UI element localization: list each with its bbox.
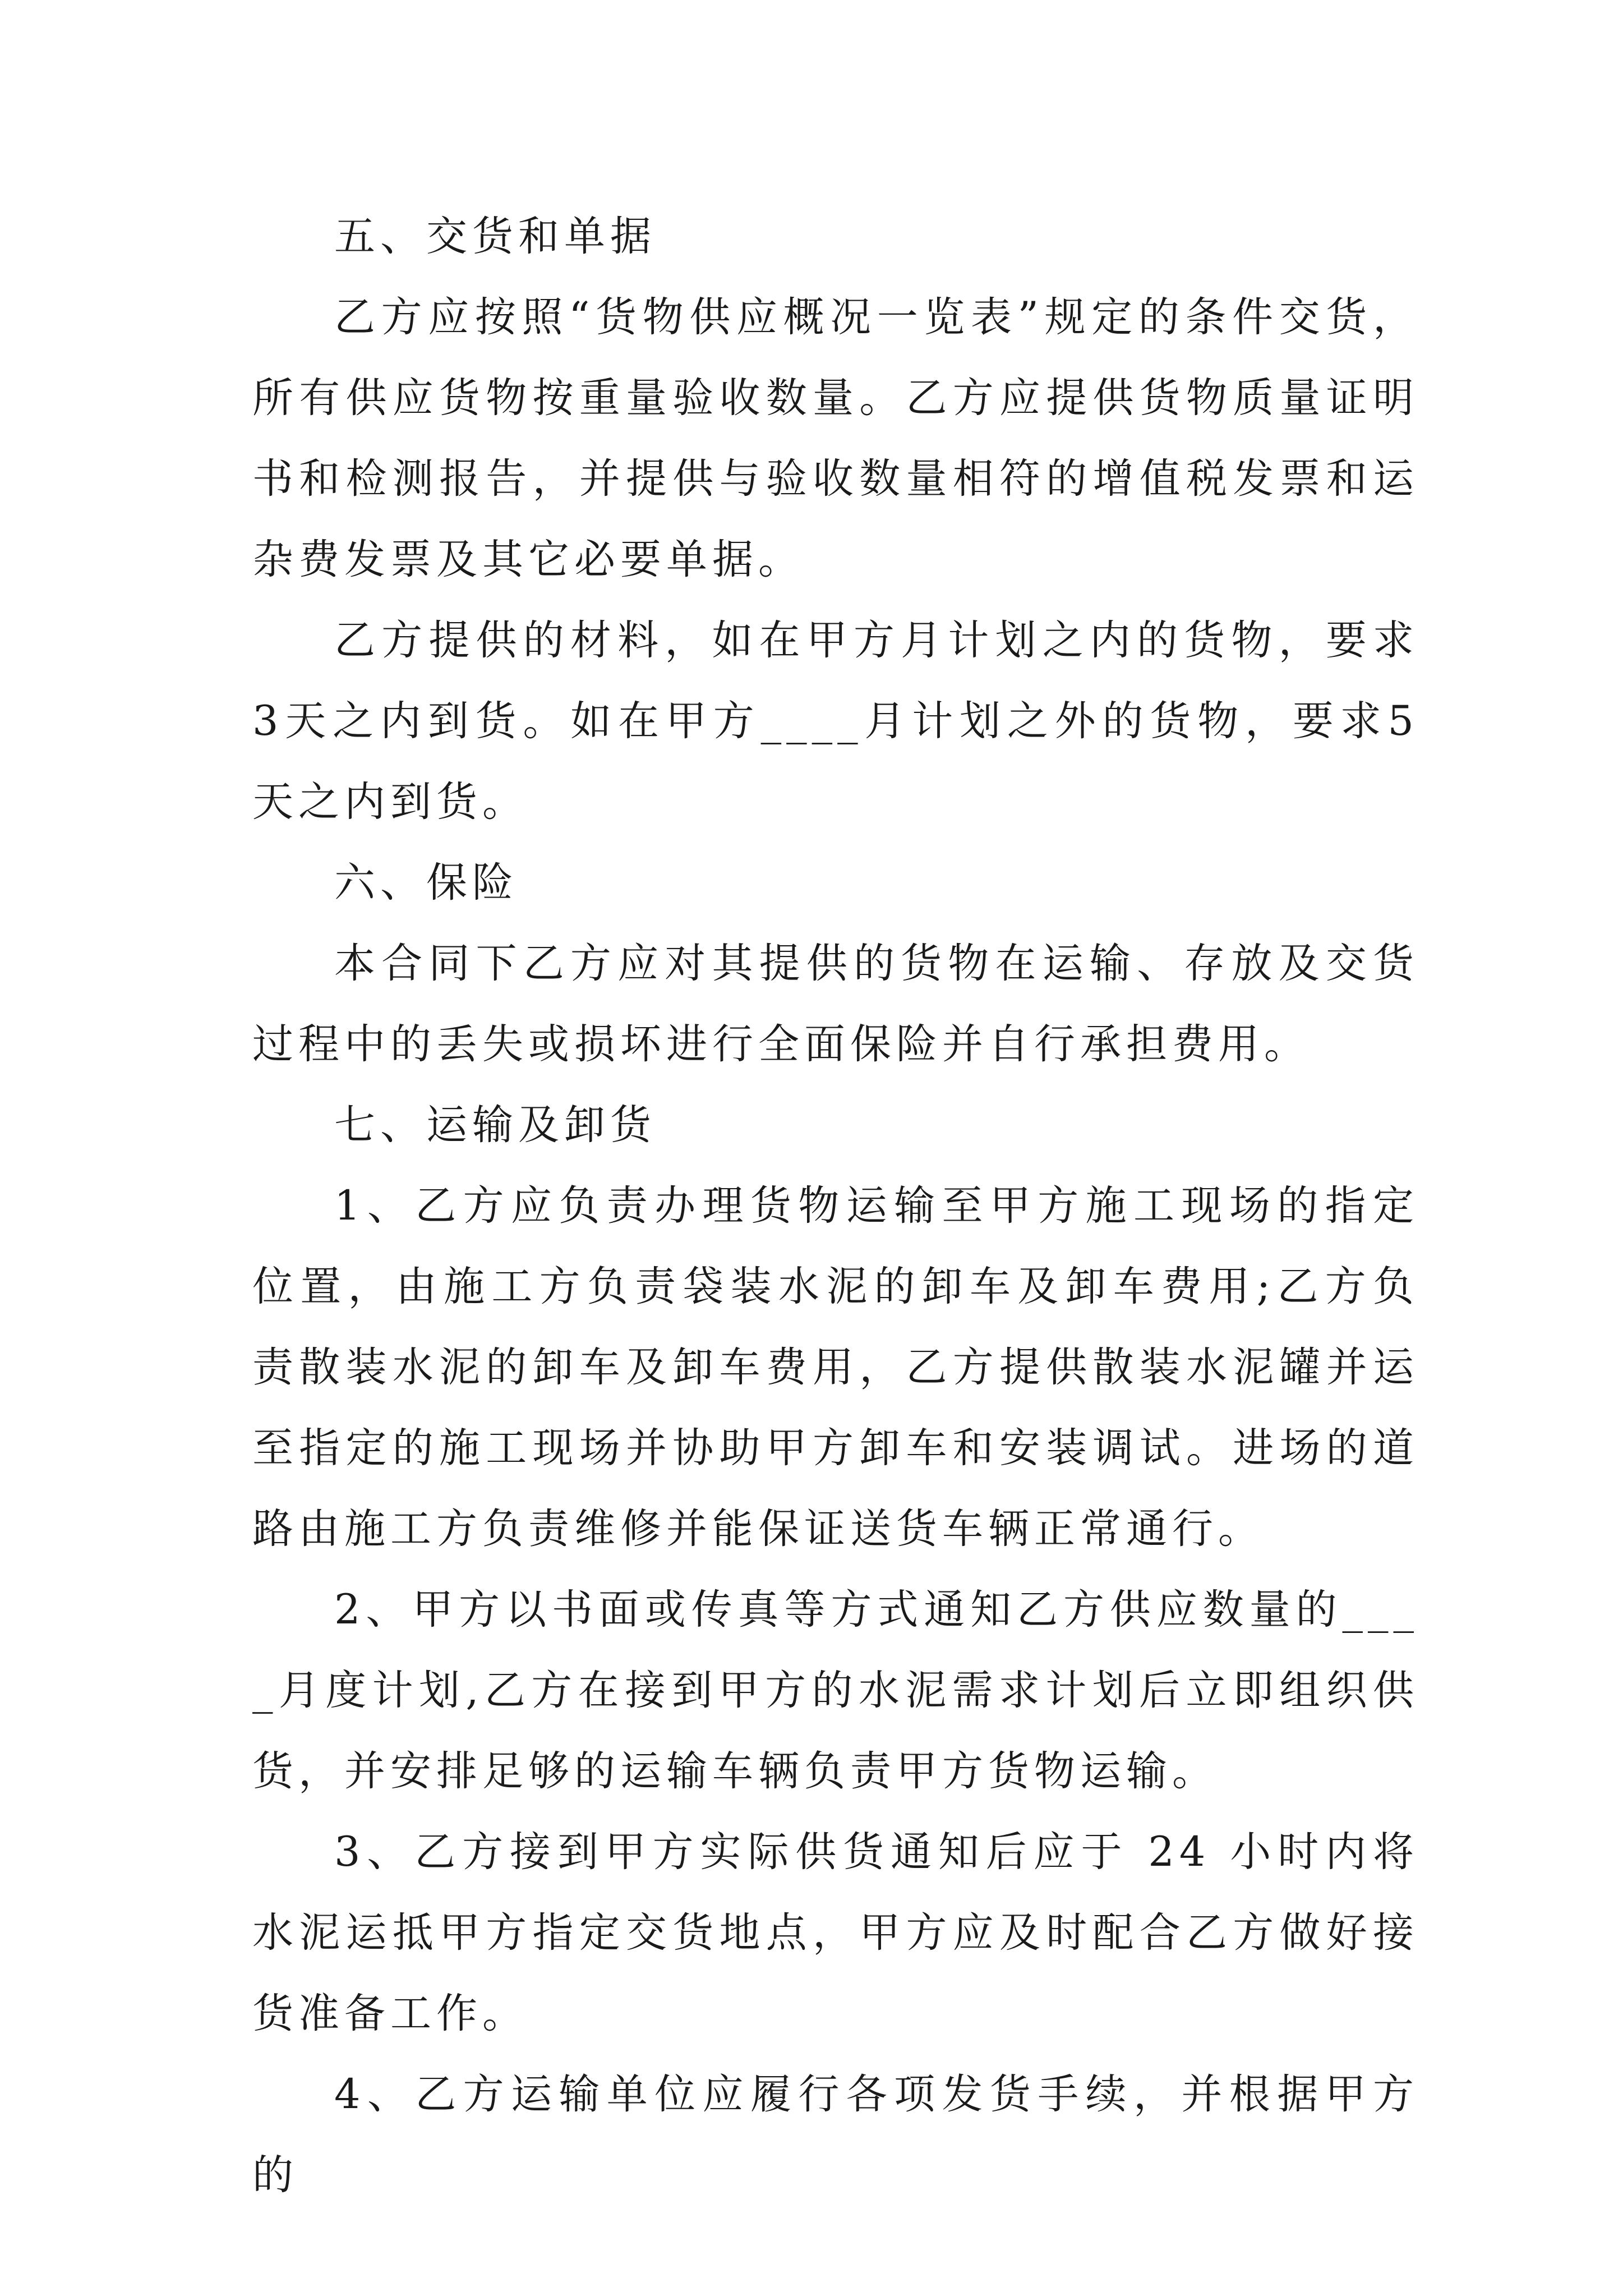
section-heading-insurance: 六、保险 [334, 859, 518, 907]
paragraph-delivery-terms: 乙方应按照“货物供应概况一览表”规定的条件交货，所有供应货物按重量验收数量。乙方应提供货物质量证明书和检测报告，并提供与验收数量相符的增值税发票和运杂费发票及其它必要单据。 [252, 293, 1419, 583]
paragraph-transport-2: 2、甲方以书面或传真等方式通知乙方供应数量的____月度计划,乙方在接到甲方的水泥需求计划后立即组织供货，并安排足够的运输车辆负责甲方货物运输。 [252, 1586, 1419, 1795]
paragraph-transport-1: 1、乙方应负责办理货物运输至甲方施工现场的指定位置，由施工方负责袋装水泥的卸车及卸车费用;乙方负责散装水泥的卸车及卸车费用，乙方提供散装水泥罐并运至指定的施工现场并协助甲方卸车和安装调试。进场的道路由施工方负责维修并能保证送货车辆正常通行。 [252, 1182, 1419, 1553]
document-body [252, 196, 1419, 2216]
paragraph-transport-3: 3、乙方接到甲方实际供货通知后应于 24 小时内将水泥运抵甲方指定交货地点，甲方应及时配合乙方做好接货准备工作。 [252, 1828, 1419, 2037]
section-heading-delivery: 五、交货和单据 [334, 213, 656, 260]
paragraph-transport-4: 4、乙方运输单位应履行各项发货手续，并根据甲方的 [252, 2070, 1419, 2199]
section-heading-transport: 七、运输及卸货 [334, 1101, 656, 1149]
paragraph-insurance: 本合同下乙方应对其提供的货物在运输、存放及交货过程中的丢失或损坏进行全面保险并自行承担费用。 [252, 940, 1419, 1068]
paragraph-delivery-deadline: 乙方提供的材料，如在甲方月计划之内的货物，要求3天之内到货。如在甲方____月计划之外的货物，要求5天之内到货。 [252, 616, 1419, 826]
